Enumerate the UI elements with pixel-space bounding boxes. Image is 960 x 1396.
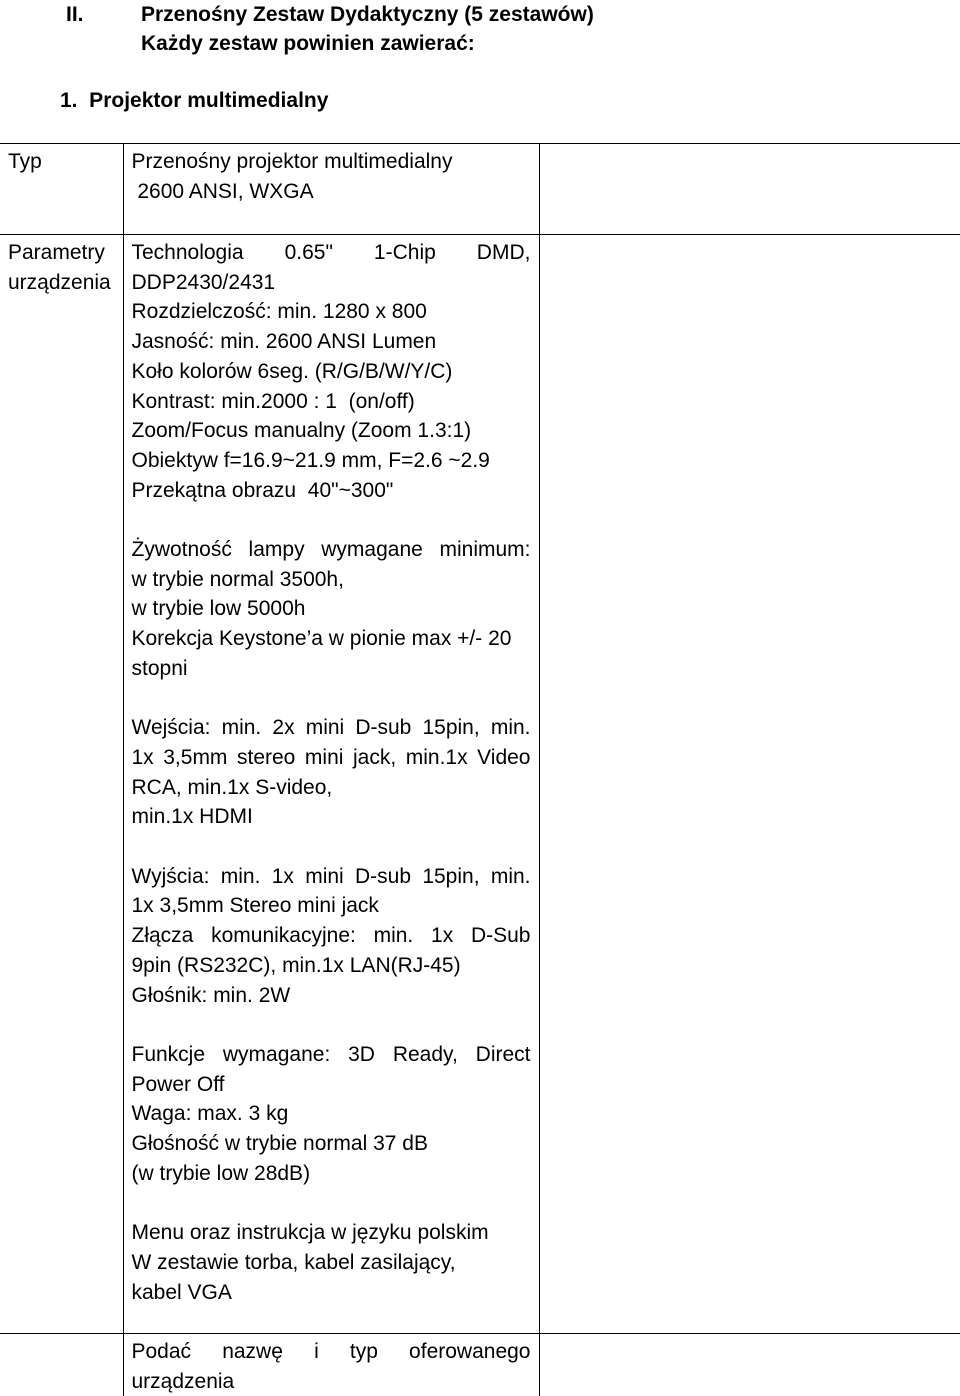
table-row (0, 144, 960, 235)
spacer (132, 684, 531, 714)
value-line: 1x 3,5mm stereo mini jack, min.1x Video (132, 743, 531, 773)
value-line: 9pin (RS232C), min.1x LAN(RJ-45) (132, 951, 531, 981)
value-line: RCA, min.1x S-video, (132, 773, 531, 803)
value-line: Kontrast: min.2000 : 1 (on/off) (132, 387, 531, 417)
offer-cell (539, 1334, 960, 1396)
spacer (132, 505, 531, 535)
section-title: Przenośny Zestaw Dydaktyczny (5 zestawów) (141, 0, 594, 30)
value-line: Przenośny projektor multimedialny (132, 147, 531, 177)
item-heading: 1. Projektor multimedialny (60, 86, 328, 116)
row-label (0, 1334, 123, 1337)
section-heading (0, 0, 960, 30)
offer-cell (539, 144, 960, 235)
row-value (124, 1334, 539, 1396)
row-label-line: Parametry (8, 238, 123, 268)
value-line: min.1x HDMI (132, 802, 531, 832)
technology-line (132, 238, 531, 268)
value-line: Zoom/Focus manualny (Zoom 1.3:1) (132, 416, 531, 446)
spacer (132, 1010, 531, 1040)
value-line: stopni (132, 654, 531, 684)
value-part: Technologia (132, 238, 244, 268)
row-label-line: urządzenia (8, 268, 123, 298)
spec-table (0, 143, 960, 1396)
row-label (0, 235, 123, 298)
value-part: 1-Chip (374, 238, 436, 268)
table-row (0, 1334, 960, 1396)
value-line: Menu oraz instrukcja w języku polskim (132, 1218, 531, 1248)
table-row (0, 235, 960, 1334)
value-line: 1x 3,5mm Stereo mini jack (132, 891, 531, 921)
row-label-cell (0, 1334, 123, 1396)
value-line: Rozdzielczość: min. 1280 x 800 (132, 297, 531, 327)
value-line: (w trybie low 28dB) (132, 1159, 531, 1189)
value-line: Funkcje wymagane: 3D Ready, Direct (132, 1040, 531, 1070)
row-label-cell (0, 144, 123, 235)
value-line: Złącza komunikacyjne: min. 1x D-Sub (132, 921, 531, 951)
row-label-cell (0, 235, 123, 1334)
value-part: 0.65" (285, 238, 333, 268)
row-label: Typ (0, 144, 123, 177)
value-line: Power Off (132, 1070, 531, 1100)
row-value-cell (123, 1334, 539, 1396)
value-line: Żywotność lampy wymagane minimum: (132, 535, 531, 565)
value-line: Jasność: min. 2600 ANSI Lumen (132, 327, 531, 357)
value-line: Podać nazwę i typ oferowanego (132, 1337, 531, 1367)
value-line: Obiektyw f=16.9~21.9 mm, F=2.6 ~2.9 (132, 446, 531, 476)
spacer (132, 832, 531, 862)
value-line: Głośnik: min. 2W (132, 981, 531, 1011)
value-line: w trybie normal 3500h, (132, 565, 531, 595)
value-part: DMD, (477, 238, 531, 268)
offer-cell (539, 235, 960, 1334)
value-line: Waga: max. 3 kg (132, 1099, 531, 1129)
section-number: II. (66, 0, 84, 30)
section-subtitle: Każdy zestaw powinien zawierać: (141, 29, 475, 59)
value-line: kabel VGA (132, 1278, 531, 1308)
row-value (124, 235, 539, 1313)
row-value (124, 144, 539, 212)
value-line: Korekcja Keystone’a w pionie max +/- 20 (132, 624, 531, 654)
value-line: W zestawie torba, kabel zasilający, (132, 1248, 531, 1278)
value-line: Przekątna obrazu 40"~300" (132, 476, 531, 506)
value-line: w trybie low 5000h (132, 594, 531, 624)
spacer (132, 1188, 531, 1218)
value-line: 2600 ANSI, WXGA (132, 177, 531, 207)
row-value-cell (123, 235, 539, 1334)
value-line: Głośność w trybie normal 37 dB (132, 1129, 531, 1159)
row-value-cell (123, 144, 539, 235)
value-line: Koło kolorów 6seg. (R/G/B/W/Y/C) (132, 357, 531, 387)
value-line: urządzenia (132, 1367, 531, 1396)
value-line: Wyjścia: min. 1x mini D-sub 15pin, min. (132, 862, 531, 892)
value-line: Wejścia: min. 2x mini D-sub 15pin, min. (132, 713, 531, 743)
value-line: DDP2430/2431 (132, 268, 531, 298)
